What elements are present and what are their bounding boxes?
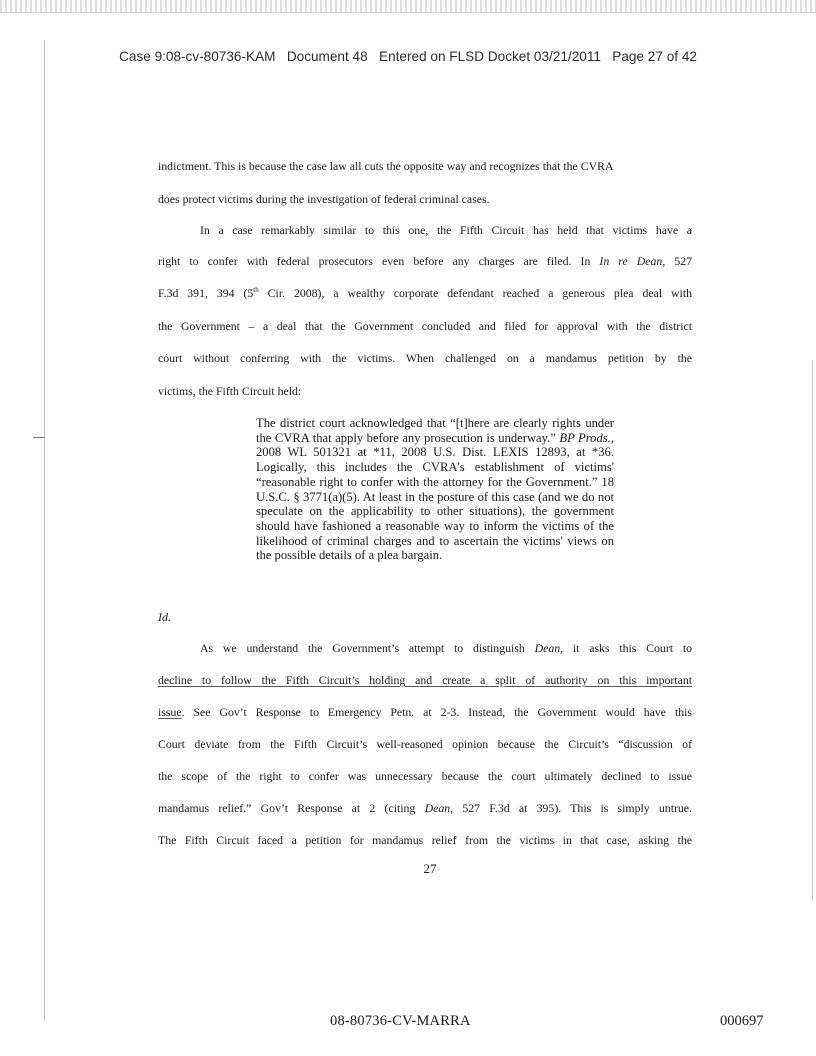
paragraph-1-line-1: indictment. This is because the case law all cuts the opposite way and recognizes that the CVRA (158, 159, 614, 173)
paragraph-2-line-6: victims, the Fifth Circuit held: (158, 384, 302, 398)
text-run: As we understand the Government’s attempt to distinguish (200, 641, 535, 655)
header-case-number: Case 9:08-cv-80736-KAM (119, 49, 276, 64)
paragraph-3-line-5: the scope of the right to confer was unnecessary because the court ultimately declined to issue (158, 769, 692, 783)
paragraph-3-line-3 (158, 705, 692, 720)
text-run: , 527 F.3d at 395). This is simply untrue. (450, 801, 692, 815)
paragraph-2-line-4: the Government – a deal that the Government concluded and filed for approval with the district (158, 319, 692, 333)
ecf-header (0, 49, 816, 64)
quote-text: The district court acknowledged that “[t]here are clearly rights under the CVRA that apply before any prosecution is underway.” (256, 416, 614, 445)
case-citation: In re Dean (599, 254, 663, 268)
scan-right-edge (812, 360, 813, 900)
paragraph-2-line-2 (158, 254, 692, 269)
scan-artifact-line (0, 12, 816, 13)
id-citation: Id. (158, 610, 171, 624)
footer-bates-number: 000697 (720, 1013, 764, 1029)
case-citation: Dean (424, 801, 451, 815)
text-run: right to confer with federal prosecutors even before any charges are filed. In (158, 254, 600, 268)
text-run: F.3d 391, 394 (5 (158, 286, 254, 300)
text-run: issue (158, 705, 182, 719)
scan-margin-tick (33, 437, 45, 438)
case-citation: BP Prods. (559, 430, 611, 445)
case-citation: Dean (534, 641, 561, 655)
paragraph-2-line-1: In a case remarkably similar to this one, the Fifth Circuit has held that victims have a (200, 223, 692, 237)
paragraph-2-line-5: court without conferring with the victims. When challenged on a mandamus petition by the (158, 351, 692, 365)
block-quote (256, 416, 614, 563)
paragraph-3-line-1 (158, 641, 692, 656)
header-entered: Entered on FLSD Docket 03/21/2011 (379, 49, 601, 64)
paragraph-3-line-7: The Fifth Circuit faced a petition for mandamus relief from the victims in that case, asking the (158, 833, 692, 847)
page-number: 27 (423, 861, 437, 876)
text-run: mandamus relief.” Gov’t Response at 2 (citing (158, 801, 425, 815)
footer-case-reference: 08-80736-CV-MARRA (330, 1013, 471, 1029)
paragraph-2-line-3 (158, 286, 692, 301)
superscript: th (253, 286, 259, 294)
quote-text: , 2008 WL 501321 at *11, 2008 U.S. Dist. LEXIS 12893, at *36. Logically, this includes the CVRA's establishment of victims' “reasonable right to confer with the attorney for the Government.” 18 U.S.C. § 3771(a)(5). At least in the posture of this case (and we do not speculate on the applicability to other situations), the government should have fashioned a reasonable way to inform the victims of the likelihood of criminal charges and to ascertain the victims' views on the possible details of a plea bargain. (256, 430, 614, 563)
scan-artifact-top (0, 0, 816, 12)
text-run: Cir. 2008), a wealthy corporate defendant reached a generous plea deal with (258, 286, 692, 300)
paragraph-3-line-4: Court deviate from the Fifth Circuit’s well-reasoned opinion because the Circuit’s “discussion of (158, 737, 692, 751)
header-document: Document 48 (286, 49, 368, 64)
paragraph-3-line-6 (158, 801, 692, 816)
paragraph-3-line-2: decline to follow the Fifth Circuit’s holding and create a split of authority on this important (158, 673, 692, 687)
header-page: Page 27 of 42 (612, 49, 697, 64)
paragraph-1-line-2: does protect victims during the investigation of federal criminal cases. (158, 192, 490, 206)
text-run: , 527 (662, 254, 692, 268)
text-run: . See Gov’t Response to Emergency Petn. at 2-3. Instead, the Government would have this (181, 705, 692, 719)
text-run: , it asks this Court to (560, 641, 692, 655)
